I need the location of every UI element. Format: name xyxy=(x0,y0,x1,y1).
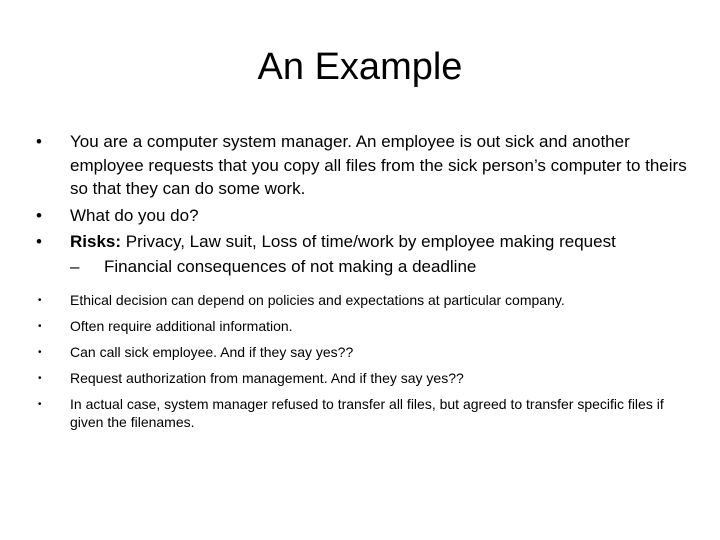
risks-label: Risks: xyxy=(70,232,122,251)
main-bullet-3 xyxy=(36,230,696,278)
detail-bullet-text: In actual case, system manager refused to transfer all files, but agreed to transfer specific files if given the filenames. xyxy=(70,396,664,430)
bullet-icon: • xyxy=(38,295,42,306)
sub-bullet-text: Financial consequences of not making a deadline xyxy=(104,256,477,276)
dash-icon: – xyxy=(70,256,80,276)
detail-bullet-text: Request authorization from management. And if they say yes?? xyxy=(70,370,464,386)
detail-bullet-text: Often require additional information. xyxy=(70,318,293,334)
detail-bullet-2 xyxy=(38,318,668,336)
main-bullet-text: Privacy, Law suit, Loss of time/work by employee making request xyxy=(121,232,616,251)
main-bullet-2 xyxy=(36,204,696,228)
bullet-icon: • xyxy=(38,373,42,384)
bullet-icon: • xyxy=(36,132,42,151)
bullet-icon: • xyxy=(38,321,42,332)
main-bullet-list xyxy=(36,130,696,281)
bullet-icon: • xyxy=(36,232,42,251)
main-bullet-text: What do you do? xyxy=(70,205,199,225)
bullet-icon: • xyxy=(38,347,42,358)
detail-bullet-text: Ethical decision can depend on policies and expectations at particular company. xyxy=(70,292,565,308)
detail-bullet-list xyxy=(38,292,668,440)
bullet-icon: • xyxy=(38,399,42,410)
bullet-icon: • xyxy=(36,205,42,225)
detail-bullet-5 xyxy=(38,396,668,431)
slide-title: An Example xyxy=(257,46,463,88)
detail-bullet-1 xyxy=(38,292,668,310)
sub-bullet-list xyxy=(70,256,696,278)
main-bullet-text: You are a computer system manager. An employee is out sick and another employee requests that you copy all files from the sick person’s computer to theirs so that they can do some work. xyxy=(70,132,687,198)
sub-bullet-1 xyxy=(70,256,696,278)
detail-bullet-text: Can call sick employee. And if they say yes?? xyxy=(70,344,354,360)
detail-bullet-3 xyxy=(38,344,668,362)
detail-bullet-4 xyxy=(38,370,668,388)
main-bullet-1 xyxy=(36,130,696,201)
